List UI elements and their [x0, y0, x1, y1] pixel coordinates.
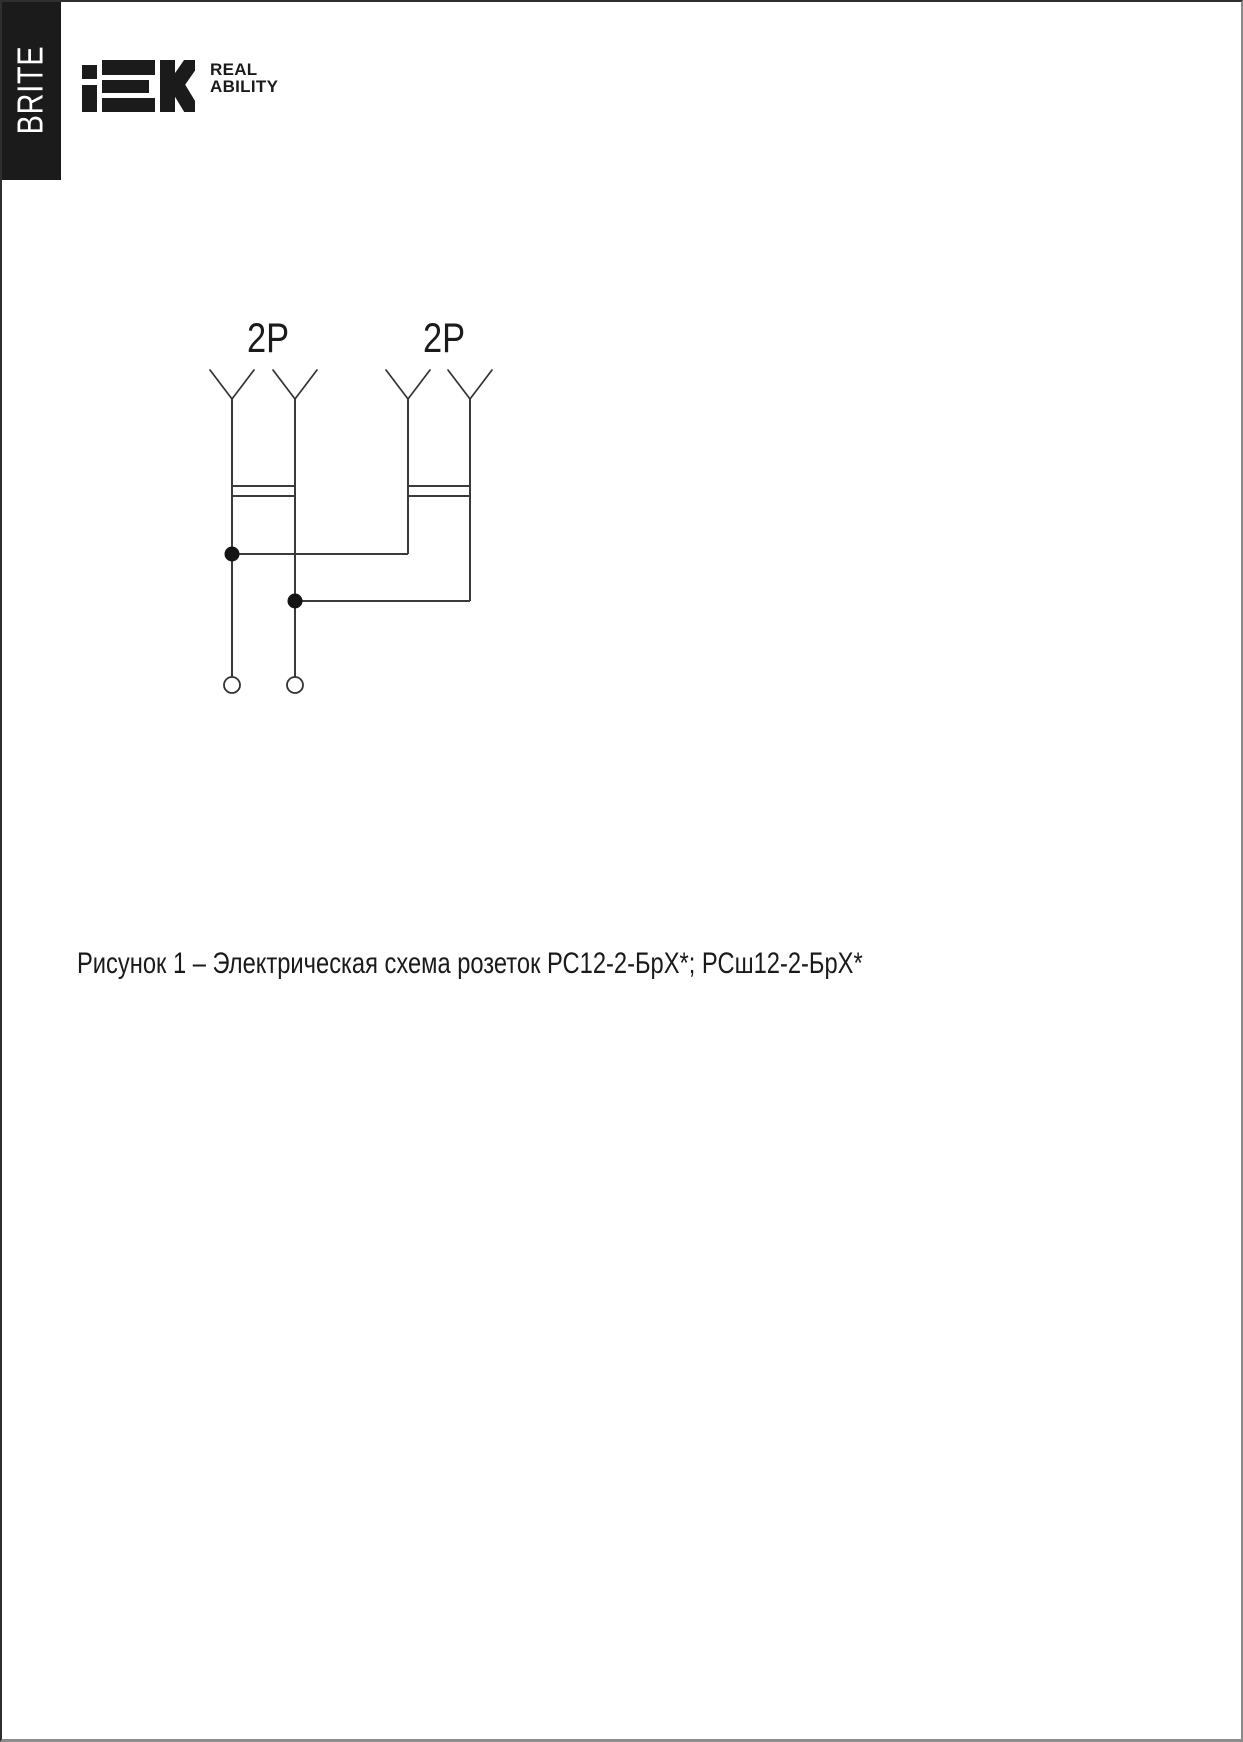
terminal-circle	[224, 677, 240, 693]
terminal-circle	[287, 677, 303, 693]
tagline-line-1: REAL	[210, 60, 258, 79]
pole-count-label: 2P	[246, 314, 290, 362]
brand-tagline	[210, 61, 278, 95]
brite-series-tab	[0, 0, 61, 180]
contact-fork	[210, 370, 254, 399]
iek-logo-letters	[82, 60, 175, 112]
tagline-line-2: ABILITY	[210, 77, 279, 96]
junction-dot	[225, 547, 240, 562]
contact-fork	[448, 370, 492, 399]
iek-logo	[82, 59, 197, 113]
iek-i-stem	[82, 85, 97, 112]
iek-i-dot	[82, 65, 97, 79]
iek-e-mid-bar	[102, 80, 149, 93]
brite-series-label: BRITE	[9, 45, 51, 135]
pole-count-label: 2P	[422, 314, 466, 362]
figure-caption	[77, 948, 1072, 980]
contact-fork	[273, 370, 317, 399]
iek-e-bottom-bar	[102, 98, 155, 112]
iek-e-top-bar	[102, 60, 155, 75]
junction-dot	[288, 594, 303, 609]
wiring-diagram	[152, 252, 552, 732]
contact-fork	[386, 370, 430, 399]
figure-caption-text: Рисунок 1 – Электрическая схема розеток РС12-2-БрХ*; РСш12-2-БрХ*	[77, 947, 863, 980]
